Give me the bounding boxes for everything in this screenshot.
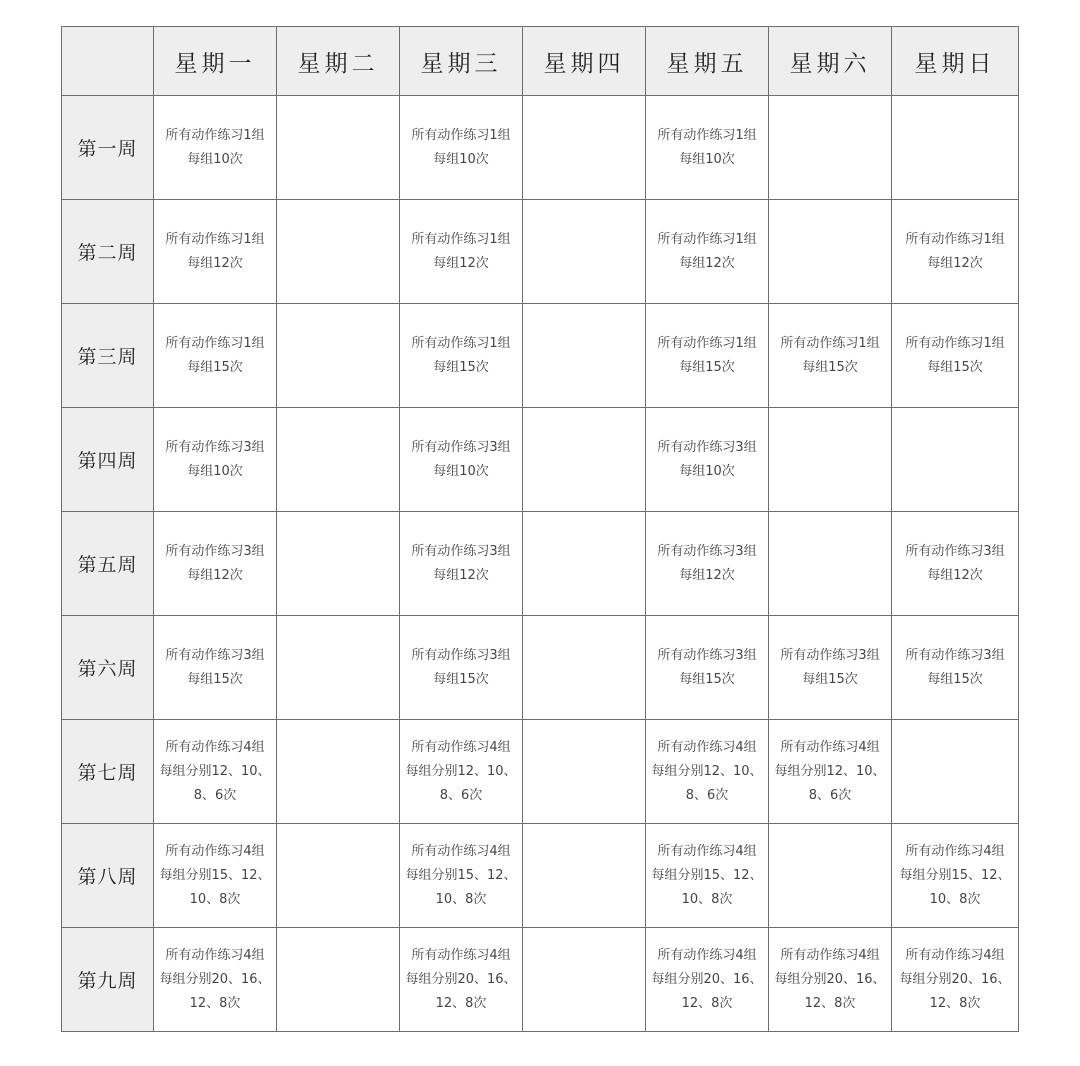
schedule-cell: 所有动作练习4组 每组分别15、12、 10、8次 xyxy=(154,824,277,928)
schedule-cell: 所有动作练习3组 每组15次 xyxy=(769,616,892,720)
schedule-cell: 所有动作练习1组 每组15次 xyxy=(646,304,769,408)
schedule-cell: 所有动作练习1组 每组15次 xyxy=(154,304,277,408)
schedule-cell xyxy=(523,408,646,512)
schedule-cell xyxy=(277,96,400,200)
schedule-cell: 所有动作练习3组 每组12次 xyxy=(892,512,1019,616)
schedule-cell: 所有动作练习3组 每组15次 xyxy=(892,616,1019,720)
schedule-cell xyxy=(892,96,1019,200)
table-row xyxy=(62,304,1019,408)
schedule-cell xyxy=(523,824,646,928)
schedule-cell xyxy=(523,928,646,1032)
schedule-cell xyxy=(523,200,646,304)
schedule-cell: 所有动作练习1组 每组12次 xyxy=(646,200,769,304)
schedule-cell: 所有动作练习1组 每组10次 xyxy=(154,96,277,200)
schedule-cell xyxy=(523,512,646,616)
schedule-cell: 所有动作练习4组 每组分别12、10、 8、6次 xyxy=(400,720,523,824)
schedule-cell: 所有动作练习3组 每组10次 xyxy=(400,408,523,512)
schedule-cell: 所有动作练习4组 每组分别12、10、 8、6次 xyxy=(154,720,277,824)
schedule-body xyxy=(62,96,1019,1032)
week-label: 第五周 xyxy=(62,512,154,616)
schedule-cell xyxy=(892,408,1019,512)
week-label: 第七周 xyxy=(62,720,154,824)
schedule-cell xyxy=(523,616,646,720)
table-row xyxy=(62,200,1019,304)
week-label: 第四周 xyxy=(62,408,154,512)
schedule-cell: 所有动作练习1组 每组10次 xyxy=(400,96,523,200)
day-header: 星期一 xyxy=(154,27,277,96)
schedule-cell: 所有动作练习4组 每组分别15、12、 10、8次 xyxy=(892,824,1019,928)
schedule-cell: 所有动作练习4组 每组分别20、16、 12、8次 xyxy=(892,928,1019,1032)
table-row xyxy=(62,928,1019,1032)
schedule-cell xyxy=(277,408,400,512)
schedule-cell: 所有动作练习3组 每组10次 xyxy=(154,408,277,512)
day-header: 星期六 xyxy=(769,27,892,96)
schedule-cell: 所有动作练习4组 每组分别20、16、 12、8次 xyxy=(400,928,523,1032)
schedule-cell: 所有动作练习1组 每组15次 xyxy=(769,304,892,408)
schedule-cell: 所有动作练习4组 每组分别12、10、 8、6次 xyxy=(769,720,892,824)
schedule-cell xyxy=(277,616,400,720)
schedule-cell: 所有动作练习3组 每组12次 xyxy=(154,512,277,616)
schedule-cell: 所有动作练习3组 每组12次 xyxy=(646,512,769,616)
header-row xyxy=(62,27,1019,96)
schedule-cell: 所有动作练习1组 每组15次 xyxy=(400,304,523,408)
schedule-cell: 所有动作练习4组 每组分别20、16、 12、8次 xyxy=(646,928,769,1032)
schedule-cell xyxy=(769,408,892,512)
schedule-cell xyxy=(277,200,400,304)
schedule-cell xyxy=(769,200,892,304)
week-label: 第八周 xyxy=(62,824,154,928)
schedule-cell xyxy=(523,720,646,824)
day-header: 星期五 xyxy=(646,27,769,96)
schedule-cell xyxy=(769,824,892,928)
schedule-cell: 所有动作练习3组 每组15次 xyxy=(646,616,769,720)
schedule-cell: 所有动作练习3组 每组10次 xyxy=(646,408,769,512)
table-row xyxy=(62,512,1019,616)
schedule-cell: 所有动作练习1组 每组10次 xyxy=(646,96,769,200)
schedule-cell xyxy=(277,824,400,928)
day-header: 星期三 xyxy=(400,27,523,96)
table-row xyxy=(62,824,1019,928)
schedule-cell xyxy=(277,304,400,408)
day-header: 星期四 xyxy=(523,27,646,96)
schedule-cell: 所有动作练习3组 每组12次 xyxy=(400,512,523,616)
day-header: 星期二 xyxy=(277,27,400,96)
schedule-cell: 所有动作练习4组 每组分别15、12、 10、8次 xyxy=(400,824,523,928)
schedule-cell: 所有动作练习1组 每组12次 xyxy=(154,200,277,304)
schedule-cell: 所有动作练习4组 每组分别20、16、 12、8次 xyxy=(154,928,277,1032)
schedule-cell xyxy=(523,304,646,408)
schedule-cell xyxy=(277,512,400,616)
table-row xyxy=(62,616,1019,720)
week-label: 第二周 xyxy=(62,200,154,304)
schedule-cell: 所有动作练习3组 每组15次 xyxy=(400,616,523,720)
schedule-cell: 所有动作练习4组 每组分别15、12、 10、8次 xyxy=(646,824,769,928)
schedule-cell: 所有动作练习1组 每组15次 xyxy=(892,304,1019,408)
schedule-cell: 所有动作练习1组 每组12次 xyxy=(400,200,523,304)
schedule-cell: 所有动作练习4组 每组分别12、10、 8、6次 xyxy=(646,720,769,824)
day-header: 星期日 xyxy=(892,27,1019,96)
schedule-cell xyxy=(892,720,1019,824)
schedule-cell xyxy=(277,928,400,1032)
week-label: 第六周 xyxy=(62,616,154,720)
corner-cell xyxy=(62,27,154,96)
table-row xyxy=(62,96,1019,200)
schedule-cell: 所有动作练习4组 每组分别20、16、 12、8次 xyxy=(769,928,892,1032)
table-row xyxy=(62,408,1019,512)
week-label: 第一周 xyxy=(62,96,154,200)
schedule-cell xyxy=(277,720,400,824)
schedule-cell xyxy=(769,96,892,200)
schedule-cell: 所有动作练习3组 每组15次 xyxy=(154,616,277,720)
schedule-cell xyxy=(523,96,646,200)
week-label: 第九周 xyxy=(62,928,154,1032)
table-row xyxy=(62,720,1019,824)
schedule-cell: 所有动作练习1组 每组12次 xyxy=(892,200,1019,304)
schedule-cell xyxy=(769,512,892,616)
week-label: 第三周 xyxy=(62,304,154,408)
training-schedule-table xyxy=(61,26,1019,1032)
